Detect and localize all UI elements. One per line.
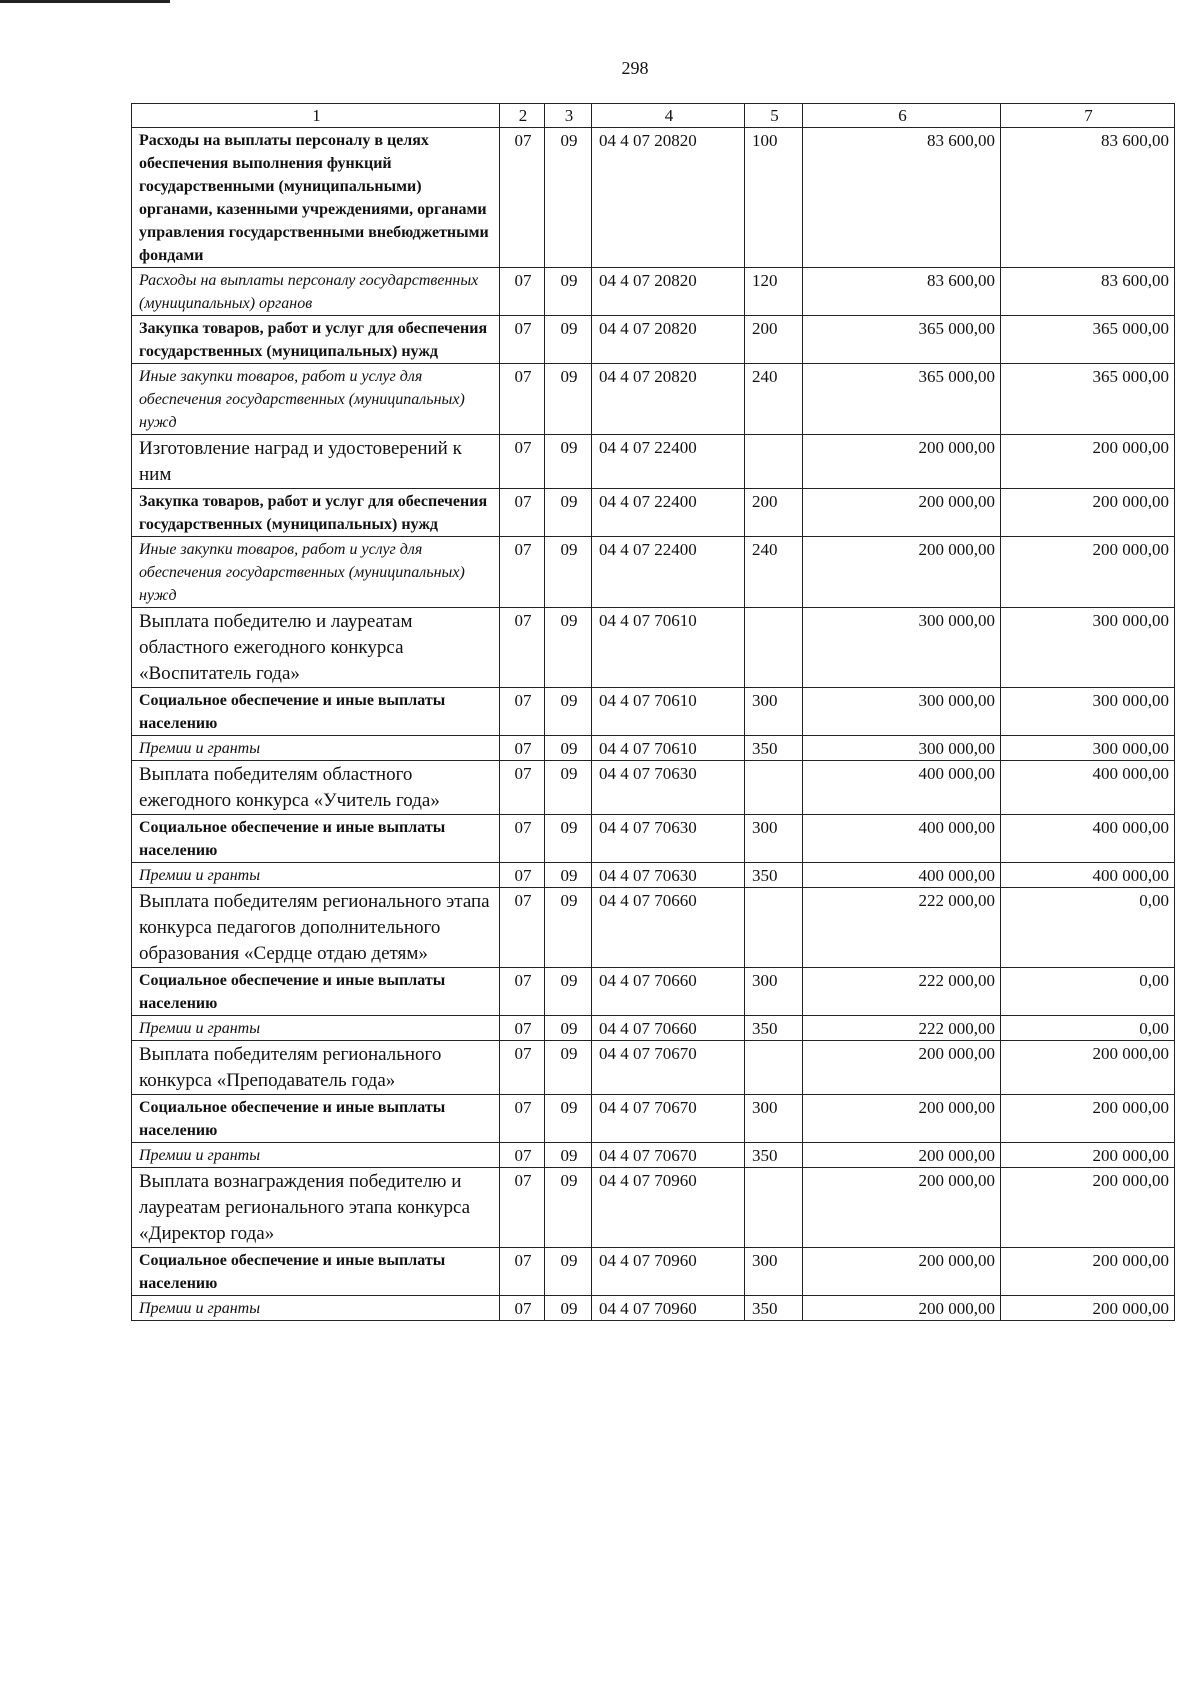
cell-target-article: 04 4 07 70630 xyxy=(592,761,745,815)
cell-amount-year2: 0,00 xyxy=(1001,968,1175,1016)
cell-subsection: 09 xyxy=(545,128,592,268)
cell-target-article: 04 4 07 20820 xyxy=(592,316,745,364)
cell-target-article: 04 4 07 20820 xyxy=(592,268,745,316)
cell-expense-type: 200 xyxy=(745,489,803,537)
cell-amount-year2: 200 000,00 xyxy=(1001,537,1175,608)
header-row xyxy=(132,104,1175,128)
cell-section: 07 xyxy=(500,736,545,761)
table-row xyxy=(132,316,1175,364)
header-cell: 1 xyxy=(132,104,500,128)
cell-amount-year2: 200 000,00 xyxy=(1001,1248,1175,1296)
cell-amount-year2: 300 000,00 xyxy=(1001,736,1175,761)
cell-subsection: 09 xyxy=(545,489,592,537)
cell-expense-type xyxy=(745,1041,803,1095)
cell-amount-year1: 200 000,00 xyxy=(803,537,1001,608)
cell-amount-year2: 0,00 xyxy=(1001,1016,1175,1041)
table-row xyxy=(132,1296,1175,1321)
header-cell: 6 xyxy=(803,104,1001,128)
cell-section: 07 xyxy=(500,608,545,688)
table-row xyxy=(132,1168,1175,1248)
cell-amount-year1: 200 000,00 xyxy=(803,1095,1001,1143)
cell-subsection: 09 xyxy=(545,1016,592,1041)
cell-target-article: 04 4 07 70960 xyxy=(592,1248,745,1296)
cell-target-article: 04 4 07 70670 xyxy=(592,1095,745,1143)
cell-target-article: 04 4 07 70660 xyxy=(592,888,745,968)
cell-amount-year1: 400 000,00 xyxy=(803,761,1001,815)
table-row xyxy=(132,1016,1175,1041)
cell-expense-type: 240 xyxy=(745,364,803,435)
cell-expense-type: 300 xyxy=(745,688,803,736)
cell-amount-year2: 200 000,00 xyxy=(1001,435,1175,489)
cell-expense-type xyxy=(745,1168,803,1248)
cell-name: Выплата победителям регионального конкурса «Преподаватель года» xyxy=(132,1041,500,1095)
cell-section: 07 xyxy=(500,537,545,608)
table-row xyxy=(132,128,1175,268)
cell-amount-year1: 222 000,00 xyxy=(803,1016,1001,1041)
cell-section: 07 xyxy=(500,888,545,968)
cell-subsection: 09 xyxy=(545,435,592,489)
cell-amount-year2: 400 000,00 xyxy=(1001,863,1175,888)
cell-section: 07 xyxy=(500,316,545,364)
cell-expense-type: 300 xyxy=(745,1095,803,1143)
cell-target-article: 04 4 07 70670 xyxy=(592,1143,745,1168)
cell-expense-type: 200 xyxy=(745,316,803,364)
cell-name: Выплата вознаграждения победителю и лауреатам регионального этапа конкурса «Директор года» xyxy=(132,1168,500,1248)
cell-expense-type: 120 xyxy=(745,268,803,316)
table-row xyxy=(132,888,1175,968)
cell-amount-year2: 200 000,00 xyxy=(1001,1095,1175,1143)
cell-expense-type xyxy=(745,608,803,688)
budget-table xyxy=(131,103,1175,1321)
table-row xyxy=(132,688,1175,736)
cell-target-article: 04 4 07 70660 xyxy=(592,1016,745,1041)
cell-target-article: 04 4 07 70960 xyxy=(592,1168,745,1248)
cell-name: Изготовление наград и удостоверений к ним xyxy=(132,435,500,489)
cell-section: 07 xyxy=(500,688,545,736)
header-cell: 2 xyxy=(500,104,545,128)
cell-amount-year2: 300 000,00 xyxy=(1001,688,1175,736)
cell-section: 07 xyxy=(500,815,545,863)
cell-expense-type xyxy=(745,435,803,489)
cell-subsection: 09 xyxy=(545,1248,592,1296)
cell-subsection: 09 xyxy=(545,537,592,608)
page-number: 298 xyxy=(621,58,649,78)
table-row xyxy=(132,537,1175,608)
table-row xyxy=(132,489,1175,537)
cell-target-article: 04 4 07 22400 xyxy=(592,435,745,489)
cell-amount-year2: 200 000,00 xyxy=(1001,489,1175,537)
cell-section: 07 xyxy=(500,761,545,815)
cell-subsection: 09 xyxy=(545,316,592,364)
cell-target-article: 04 4 07 70660 xyxy=(592,968,745,1016)
table-row xyxy=(132,968,1175,1016)
cell-subsection: 09 xyxy=(545,1143,592,1168)
cell-amount-year1: 200 000,00 xyxy=(803,1296,1001,1321)
cell-name: Премии и гранты xyxy=(132,1016,500,1041)
header-cell: 4 xyxy=(592,104,745,128)
cell-target-article: 04 4 07 70670 xyxy=(592,1041,745,1095)
cell-name: Закупка товаров, работ и услуг для обеспечения государственных (муниципальных) нужд xyxy=(132,316,500,364)
cell-subsection: 09 xyxy=(545,268,592,316)
table-row xyxy=(132,736,1175,761)
cell-amount-year1: 83 600,00 xyxy=(803,128,1001,268)
table-row xyxy=(132,608,1175,688)
cell-amount-year1: 222 000,00 xyxy=(803,968,1001,1016)
cell-target-article: 04 4 07 20820 xyxy=(592,364,745,435)
cell-expense-type: 240 xyxy=(745,537,803,608)
cell-target-article: 04 4 07 70610 xyxy=(592,608,745,688)
cell-section: 07 xyxy=(500,863,545,888)
cell-name: Закупка товаров, работ и услуг для обеспечения государственных (муниципальных) нужд xyxy=(132,489,500,537)
cell-amount-year2: 400 000,00 xyxy=(1001,815,1175,863)
cell-subsection: 09 xyxy=(545,688,592,736)
cell-amount-year2: 400 000,00 xyxy=(1001,761,1175,815)
cell-amount-year1: 400 000,00 xyxy=(803,815,1001,863)
cell-section: 07 xyxy=(500,268,545,316)
cell-expense-type xyxy=(745,888,803,968)
cell-section: 07 xyxy=(500,1041,545,1095)
cell-expense-type: 300 xyxy=(745,968,803,1016)
cell-subsection: 09 xyxy=(545,364,592,435)
cell-amount-year2: 300 000,00 xyxy=(1001,608,1175,688)
cell-name: Расходы на выплаты персоналу в целях обеспечения выполнения функций государственными (муниципальными) органами, казенными учреждениями, органами управления государственными внебюджетными фондами xyxy=(132,128,500,268)
cell-amount-year2: 200 000,00 xyxy=(1001,1168,1175,1248)
cell-amount-year1: 200 000,00 xyxy=(803,1168,1001,1248)
table-row xyxy=(132,1248,1175,1296)
cell-target-article: 04 4 07 22400 xyxy=(592,537,745,608)
table-row xyxy=(132,364,1175,435)
cell-amount-year1: 400 000,00 xyxy=(803,863,1001,888)
header-cell: 7 xyxy=(1001,104,1175,128)
cell-amount-year2: 0,00 xyxy=(1001,888,1175,968)
cell-amount-year2: 83 600,00 xyxy=(1001,268,1175,316)
cell-section: 07 xyxy=(500,364,545,435)
cell-section: 07 xyxy=(500,1296,545,1321)
cell-subsection: 09 xyxy=(545,1296,592,1321)
cell-name: Выплата победителям регионального этапа конкурса педагогов дополнительного образования «Сердце отдаю детям» xyxy=(132,888,500,968)
cell-amount-year1: 300 000,00 xyxy=(803,608,1001,688)
cell-section: 07 xyxy=(500,435,545,489)
cell-section: 07 xyxy=(500,1168,545,1248)
cell-name: Социальное обеспечение и иные выплаты населению xyxy=(132,815,500,863)
cell-section: 07 xyxy=(500,1016,545,1041)
cell-target-article: 04 4 07 22400 xyxy=(592,489,745,537)
cell-amount-year1: 200 000,00 xyxy=(803,489,1001,537)
cell-section: 07 xyxy=(500,1248,545,1296)
cell-amount-year2: 365 000,00 xyxy=(1001,316,1175,364)
cell-name: Премии и гранты xyxy=(132,863,500,888)
cell-subsection: 09 xyxy=(545,761,592,815)
cell-expense-type: 300 xyxy=(745,815,803,863)
cell-amount-year1: 300 000,00 xyxy=(803,688,1001,736)
cell-section: 07 xyxy=(500,1095,545,1143)
cell-subsection: 09 xyxy=(545,1041,592,1095)
cell-expense-type xyxy=(745,761,803,815)
cell-name: Премии и гранты xyxy=(132,1143,500,1168)
cell-amount-year2: 365 000,00 xyxy=(1001,364,1175,435)
cell-name: Социальное обеспечение и иные выплаты населению xyxy=(132,688,500,736)
cell-amount-year1: 200 000,00 xyxy=(803,435,1001,489)
cell-target-article: 04 4 07 70610 xyxy=(592,688,745,736)
cell-expense-type: 350 xyxy=(745,1016,803,1041)
cell-name: Иные закупки товаров, работ и услуг для обеспечения государственных (муниципальных) нужд xyxy=(132,537,500,608)
cell-name: Премии и гранты xyxy=(132,1296,500,1321)
cell-name: Выплата победителям областного ежегодного конкурса «Учитель года» xyxy=(132,761,500,815)
table-row xyxy=(132,1041,1175,1095)
cell-subsection: 09 xyxy=(545,863,592,888)
cell-target-article: 04 4 07 70630 xyxy=(592,863,745,888)
table-row xyxy=(132,815,1175,863)
cell-subsection: 09 xyxy=(545,1095,592,1143)
cell-section: 07 xyxy=(500,1143,545,1168)
cell-amount-year2: 200 000,00 xyxy=(1001,1296,1175,1321)
cell-amount-year1: 300 000,00 xyxy=(803,736,1001,761)
cell-section: 07 xyxy=(500,968,545,1016)
cell-section: 07 xyxy=(500,489,545,537)
cell-subsection: 09 xyxy=(545,888,592,968)
cell-name: Социальное обеспечение и иные выплаты населению xyxy=(132,1248,500,1296)
table-row xyxy=(132,268,1175,316)
table-row xyxy=(132,435,1175,489)
cell-target-article: 04 4 07 20820 xyxy=(592,128,745,268)
table-body xyxy=(132,128,1175,1321)
header-cell: 3 xyxy=(545,104,592,128)
scan-edge-mark xyxy=(0,0,170,3)
cell-expense-type: 300 xyxy=(745,1248,803,1296)
header-cell: 5 xyxy=(745,104,803,128)
cell-subsection: 09 xyxy=(545,1168,592,1248)
cell-target-article: 04 4 07 70630 xyxy=(592,815,745,863)
table-row xyxy=(132,1095,1175,1143)
cell-name: Иные закупки товаров, работ и услуг для обеспечения государственных (муниципальных) нужд xyxy=(132,364,500,435)
cell-subsection: 09 xyxy=(545,968,592,1016)
cell-amount-year2: 83 600,00 xyxy=(1001,128,1175,268)
cell-amount-year1: 83 600,00 xyxy=(803,268,1001,316)
table-row xyxy=(132,761,1175,815)
cell-amount-year1: 365 000,00 xyxy=(803,364,1001,435)
cell-expense-type: 350 xyxy=(745,736,803,761)
cell-subsection: 09 xyxy=(545,815,592,863)
cell-expense-type: 100 xyxy=(745,128,803,268)
cell-amount-year1: 200 000,00 xyxy=(803,1248,1001,1296)
cell-amount-year1: 365 000,00 xyxy=(803,316,1001,364)
cell-target-article: 04 4 07 70960 xyxy=(592,1296,745,1321)
cell-expense-type: 350 xyxy=(745,1296,803,1321)
cell-expense-type: 350 xyxy=(745,863,803,888)
cell-name: Выплата победителю и лауреатам областного ежегодного конкурса «Воспитатель года» xyxy=(132,608,500,688)
cell-name: Премии и гранты xyxy=(132,736,500,761)
cell-expense-type: 350 xyxy=(745,1143,803,1168)
cell-subsection: 09 xyxy=(545,736,592,761)
table-row xyxy=(132,863,1175,888)
cell-amount-year2: 200 000,00 xyxy=(1001,1143,1175,1168)
cell-amount-year1: 200 000,00 xyxy=(803,1143,1001,1168)
cell-amount-year1: 200 000,00 xyxy=(803,1041,1001,1095)
cell-section: 07 xyxy=(500,128,545,268)
cell-amount-year2: 200 000,00 xyxy=(1001,1041,1175,1095)
table-row xyxy=(132,1143,1175,1168)
cell-amount-year1: 222 000,00 xyxy=(803,888,1001,968)
cell-target-article: 04 4 07 70610 xyxy=(592,736,745,761)
cell-name: Социальное обеспечение и иные выплаты населению xyxy=(132,968,500,1016)
cell-name: Расходы на выплаты персоналу государственных (муниципальных) органов xyxy=(132,268,500,316)
cell-name: Социальное обеспечение и иные выплаты населению xyxy=(132,1095,500,1143)
cell-subsection: 09 xyxy=(545,608,592,688)
